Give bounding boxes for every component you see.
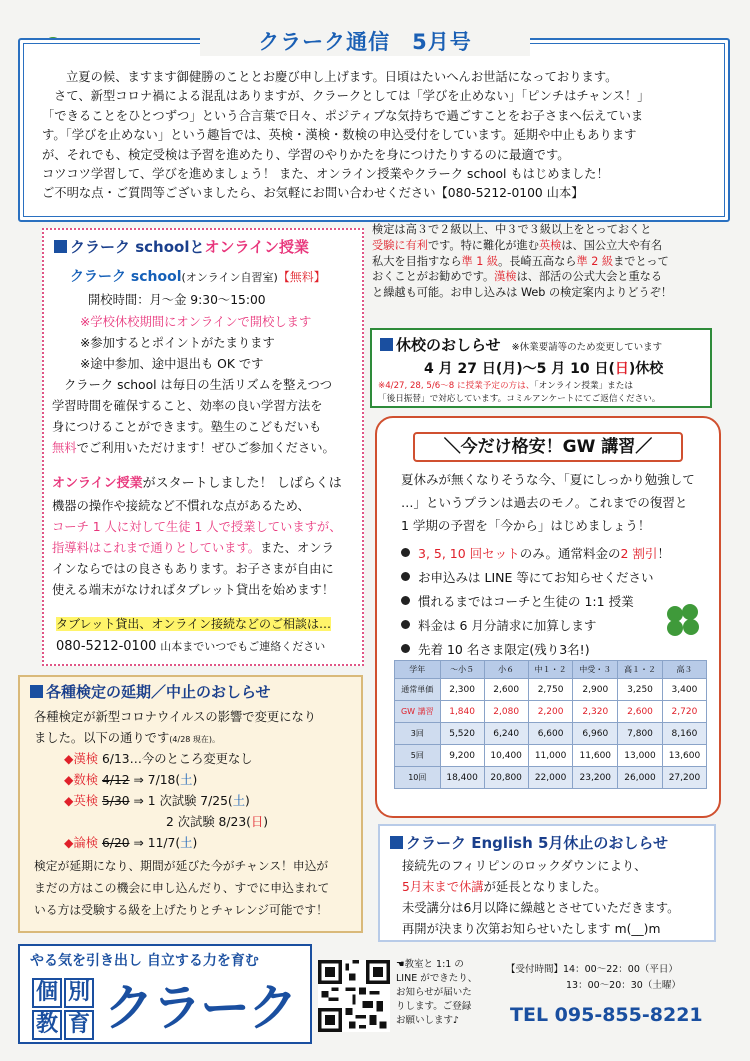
square-bullet-icon bbox=[380, 338, 393, 351]
delay-date-note: (4/28 現在)。 bbox=[169, 735, 221, 744]
square-bullet-icon bbox=[390, 836, 403, 849]
exam-line bbox=[372, 254, 712, 270]
price-cell: 2,300 bbox=[440, 679, 484, 701]
sunday: 日 bbox=[250, 815, 264, 829]
ronken-old-date: 6/20 bbox=[101, 836, 130, 850]
eiken-row bbox=[64, 791, 250, 812]
line-note-text: お知らせが届いた bbox=[396, 987, 472, 998]
line-note-text: お願いします♪ bbox=[396, 1015, 460, 1026]
exam-line: 検定は高３で２級以上、中３で３級以上をとっておくと bbox=[372, 223, 652, 236]
price-cell: 13,000 bbox=[618, 745, 663, 767]
hours-weekday: 14：00～22：00（平日） bbox=[563, 964, 678, 975]
price-col-header: 中受・３ bbox=[573, 661, 618, 679]
tablet-contact-text: 山本までいつでもご連絡ください bbox=[160, 640, 326, 653]
price-cell: 9,200 bbox=[440, 745, 484, 767]
school-sub-b: (オンライン自習室) bbox=[181, 271, 278, 284]
online-fee: 指導料はこれまで通りとしています。 bbox=[52, 541, 261, 555]
closure-note bbox=[378, 380, 633, 393]
price-cell: 1,840 bbox=[440, 701, 484, 723]
ronken-label: ◆論検 bbox=[64, 836, 99, 850]
phone-number[interactable]: TEL 095-855-8221 bbox=[510, 1004, 703, 1026]
english-title bbox=[390, 832, 668, 854]
price-row bbox=[395, 723, 707, 745]
price-row-label: 通常単価 bbox=[395, 679, 441, 701]
suken-row bbox=[64, 770, 197, 791]
school-title-c: オンライン授業 bbox=[204, 238, 310, 256]
price-cell: 2,200 bbox=[528, 701, 573, 723]
line-note-text: りします。ご登録 bbox=[396, 1001, 472, 1012]
price-cell: 2,600 bbox=[618, 701, 663, 723]
english-text: 接続先のフィリピンのロックダウンにより、 bbox=[402, 859, 647, 873]
price-row-label: 10回 bbox=[395, 767, 441, 789]
school-hours: 開校時間：月～金 9:30～15:00 bbox=[88, 293, 266, 307]
price-cell: 2,720 bbox=[662, 701, 706, 723]
gw-text: のみ。通常料金の bbox=[519, 546, 621, 561]
exam-advantage: 受験に有利 bbox=[372, 238, 428, 252]
price-row bbox=[395, 701, 707, 723]
english-text-tail: が延長となりました。 bbox=[483, 880, 607, 894]
price-cell: 27,200 bbox=[662, 767, 706, 789]
free-text: 無料 bbox=[52, 441, 77, 455]
gw-text: 1 学期の予習を「今から」はじめましょう！ bbox=[401, 518, 651, 533]
english-text: 再開が決まり次第お知らせいたします m(__)m bbox=[402, 922, 661, 936]
intro-line: す。「学びを止めない」という趣旨では、英検・漢検・数検の申込受付をしています。延期や中止もあります bbox=[42, 128, 637, 143]
gw-bullet bbox=[401, 592, 634, 613]
logo-char: 個 bbox=[32, 978, 62, 1008]
price-cell: 6,600 bbox=[528, 723, 573, 745]
price-col-header: ～小５ bbox=[440, 661, 484, 679]
english-section bbox=[378, 824, 716, 942]
suken-old-date: 4/12 bbox=[101, 773, 130, 787]
bullet-icon bbox=[401, 596, 410, 605]
online-text: 使える端末がなければタブレット貸出を始めます！ bbox=[52, 583, 335, 597]
price-cell: 2,320 bbox=[573, 701, 618, 723]
exam-text: おくことがお勧めです。 bbox=[372, 270, 495, 284]
kanken-label: 漢検 bbox=[494, 270, 517, 284]
eiken-row-2 bbox=[166, 812, 268, 833]
school-title-b: と bbox=[189, 238, 205, 256]
gw-text: ！ bbox=[657, 546, 670, 561]
exam-delay-section bbox=[18, 675, 363, 933]
tablet-contact bbox=[56, 636, 325, 658]
price-cell: 13,600 bbox=[662, 745, 706, 767]
exam-info bbox=[372, 222, 712, 316]
school-subtitle bbox=[70, 266, 326, 286]
logo-char: 教 bbox=[32, 1010, 62, 1040]
online-text-tail: がスタートしました！ しばらくは bbox=[142, 476, 342, 491]
english-title-text: クラーク English 5月休止のおしらせ bbox=[406, 834, 668, 852]
paren: ) bbox=[192, 773, 198, 787]
online-text-tail: また、オンラ bbox=[260, 541, 334, 555]
eiken-old-date: 5/30 bbox=[101, 794, 130, 808]
intro-line: さて、新型コロナ禍による混乱はありますが、クラークとしては「学びを止めない」「ピンチはチャンス！」 bbox=[54, 89, 650, 104]
price-cell: 18,400 bbox=[440, 767, 484, 789]
gw-text: …」というプランは過去のモノ。これまでの復習と bbox=[401, 495, 688, 510]
exam-text: までとって bbox=[613, 254, 669, 268]
school-note: ※学校休校期間にオンラインで開校します bbox=[80, 315, 312, 329]
delay-title bbox=[30, 681, 271, 703]
price-cell: 8,160 bbox=[662, 723, 706, 745]
bullet-icon bbox=[401, 644, 410, 653]
price-cell: 23,200 bbox=[573, 767, 618, 789]
delay-text: 各種検定が新型コロナウイルスの影響で変更になり bbox=[34, 710, 317, 724]
exam-text: 。長崎五高なら bbox=[498, 254, 577, 268]
kanken-row bbox=[64, 749, 253, 770]
gw-discount: 2 割引 bbox=[620, 546, 658, 561]
line-note-text: LINE ができたり、 bbox=[396, 973, 478, 984]
price-row bbox=[395, 745, 707, 767]
gw-bullet-text: 慣れるまではコーチと生徒の 1:1 授業 bbox=[418, 594, 634, 609]
eiken-label: ◆英検 bbox=[64, 794, 99, 808]
tablet-phone: 080-5212-0100 bbox=[56, 639, 157, 654]
closure-dates-c: )休校 bbox=[628, 361, 664, 377]
price-cell: 20,800 bbox=[484, 767, 528, 789]
square-bullet-icon bbox=[30, 685, 43, 698]
delay-text: まだの方はこの機会に申し込んだり、すでに申込まれて bbox=[34, 881, 330, 895]
reception-hours bbox=[506, 962, 681, 994]
closure-dates-a: 4 月 27 日(月)～5 月 10 日( bbox=[424, 361, 615, 377]
price-cell: 22,000 bbox=[528, 767, 573, 789]
exam-line: と繰越も可能。お申し込みは Web の検定案内よりどうぞ！ bbox=[372, 286, 673, 300]
school-title bbox=[54, 236, 309, 258]
page-title: クラーク通信 5月号 bbox=[200, 28, 530, 56]
price-col-header: 学年 bbox=[395, 661, 441, 679]
online-text: コーチ 1 人に対して生徒 1 人で授業していますが、 bbox=[52, 520, 342, 534]
price-col-header: 高３ bbox=[662, 661, 706, 679]
saturday: 土 bbox=[232, 794, 245, 808]
gw-bullet bbox=[401, 640, 590, 661]
paren: ) bbox=[245, 794, 250, 808]
gw-bullet bbox=[401, 544, 670, 565]
closure-note-red: ※4/27, 28, 5/6～8 に授業予定の方は、 bbox=[378, 381, 535, 391]
square-bullet-icon bbox=[54, 240, 67, 253]
price-cell: 7,800 bbox=[618, 723, 663, 745]
kanken-value: 6/13…今のところ変更なし bbox=[101, 752, 253, 766]
exam-text: は、部活の公式大会と重なる bbox=[516, 270, 663, 284]
price-cell: 3,250 bbox=[618, 679, 663, 701]
closure-section bbox=[370, 328, 712, 408]
qr-code[interactable] bbox=[318, 960, 390, 1032]
bullet-icon bbox=[401, 620, 410, 629]
paren: ) bbox=[192, 836, 198, 850]
school-text bbox=[52, 438, 335, 459]
price-row bbox=[395, 679, 707, 701]
online-label: オンライン授業 bbox=[52, 476, 143, 491]
school-sub-c: 【無料】 bbox=[277, 270, 326, 284]
closure-title-note: ※休業要請等のため変更しています bbox=[511, 342, 663, 353]
closure-note-text: 「オンライン授業」または bbox=[534, 381, 633, 391]
school-note: ※途中参加、途中退出も OK です bbox=[80, 357, 264, 371]
closure-title-text: 休校のおしらせ bbox=[396, 336, 501, 354]
price-col-header: 高１・２ bbox=[618, 661, 663, 679]
english-closed: 5月末まで休講 bbox=[402, 880, 484, 894]
price-row-label: 5回 bbox=[395, 745, 441, 767]
price-cell: 6,960 bbox=[573, 723, 618, 745]
intro-text bbox=[42, 68, 712, 204]
school-sub-a: クラーク school bbox=[70, 269, 182, 285]
price-cell: 2,080 bbox=[484, 701, 528, 723]
paren: ) bbox=[263, 815, 269, 829]
price-cell: 26,000 bbox=[618, 767, 663, 789]
online-text: 機器の操作や接続など不慣れな点があるため、 bbox=[52, 499, 310, 513]
exam-line bbox=[372, 269, 712, 285]
price-col-header: 小６ bbox=[484, 661, 528, 679]
price-cell: 11,600 bbox=[573, 745, 618, 767]
price-cell: 2,750 bbox=[528, 679, 573, 701]
gw-set: 3, 5, 10 回セット bbox=[418, 546, 520, 561]
slogan: やる気を引き出し 自立する力を育む bbox=[30, 953, 259, 969]
english-text: 未受講分は6月以降に繰越とさせていただきます。 bbox=[402, 901, 680, 915]
logo-char: 別 bbox=[64, 978, 94, 1008]
delay-text-a: ました。以下の通りです bbox=[34, 731, 170, 745]
gw-title: ＼今だけ格安！GW 講習／ bbox=[413, 432, 683, 462]
delay-text: いる方は受験する級を上げたりとチャレンジ可能です！ bbox=[34, 903, 328, 917]
gw-section bbox=[375, 416, 721, 818]
exam-text: です。特に難化が進む bbox=[427, 238, 539, 252]
exam-text: 私大を目指すなら bbox=[372, 254, 462, 268]
suken-new: ⇒ 7/18( bbox=[133, 773, 181, 787]
price-table-header bbox=[395, 661, 707, 679]
delay-text: 検定が延期になり、期間が延びた今がチャンス！申込が bbox=[34, 859, 329, 873]
intro-line: 立夏の候、ますます御健勝のこととお慶び申し上げます。日頃はたいへんお世話になっております。 bbox=[66, 70, 618, 84]
intro-line: 「できることをひとつずつ」という合言葉で日々、ポジティブな気持ちで過ごすことをお子さまへ伝えていま bbox=[42, 108, 644, 123]
school-title-a: クラーク school bbox=[70, 238, 190, 256]
price-cell: 10,400 bbox=[484, 745, 528, 767]
kanken-label: ◆漢検 bbox=[64, 752, 99, 766]
gw-bullet-text: 料金は 6 月分請求に加算します bbox=[418, 618, 597, 633]
price-cell: 11,000 bbox=[528, 745, 573, 767]
price-cell: 2,600 bbox=[484, 679, 528, 701]
closure-sunday: 日 bbox=[614, 361, 629, 377]
price-row-label: 3回 bbox=[395, 723, 441, 745]
line-note-text: ☚教室と 1:1 の bbox=[396, 959, 464, 970]
price-cell: 3,400 bbox=[662, 679, 706, 701]
hours-saturday: 13：00～20：30（土曜） bbox=[566, 980, 681, 991]
tablet-note-text: タブレット貸出、オンライン接続などのご相談は… bbox=[56, 617, 332, 631]
delay-text bbox=[34, 728, 220, 751]
clover-icon bbox=[661, 598, 707, 646]
gw-bullet bbox=[401, 616, 596, 637]
tablet-note bbox=[56, 614, 331, 635]
online-text: インならではの良さもあります。お子さまが自由に bbox=[52, 562, 334, 576]
price-cell: 2,900 bbox=[573, 679, 618, 701]
delay-title-text: 各種検定の延期／中止のおしらせ bbox=[46, 683, 271, 701]
english-text bbox=[402, 877, 607, 898]
price-col-header: 中１・２ bbox=[528, 661, 573, 679]
school-text: 学習時間を確保すること、効率の良い学習方法を bbox=[52, 399, 323, 413]
closure-dates bbox=[424, 358, 663, 378]
exam-line bbox=[372, 238, 712, 254]
logo-char: 育 bbox=[64, 1010, 94, 1040]
price-table bbox=[394, 660, 707, 789]
saturday: 土 bbox=[180, 836, 193, 850]
eiken-label: 英検 bbox=[538, 238, 562, 252]
brand-logo: クラーク bbox=[104, 979, 296, 1037]
ronken-row bbox=[64, 833, 197, 854]
footer-logo-box bbox=[18, 944, 312, 1044]
intro-line: が、それでも、検定受検は予習を進めたり、学習のやりかたを身につけたりするのに最適です。 bbox=[42, 147, 570, 162]
line-note bbox=[396, 958, 477, 1028]
exam-grade: 準 2 級 bbox=[576, 254, 614, 268]
price-row-label: GW 講習 bbox=[395, 701, 441, 723]
school-text: 身につけることができます。塾生のこどもだいも bbox=[52, 420, 322, 434]
school-text-tail: でご利用いただけます！ぜひご参加ください。 bbox=[76, 441, 335, 455]
intro-line: コツコツ学習して、学びを進めましょう！ また、オンライン授業やクラーク school もはじめました！ bbox=[42, 167, 609, 182]
suken-label: ◆数検 bbox=[64, 773, 99, 787]
price-cell: 5,520 bbox=[440, 723, 484, 745]
school-note: ※参加するとポイントがたまります bbox=[80, 336, 275, 350]
eiken-new: ⇒ 1 次試験 7/25( bbox=[133, 794, 233, 808]
ronken-new: ⇒ 11/7( bbox=[133, 836, 181, 850]
bullet-icon bbox=[401, 572, 410, 581]
gw-bullet-text: お申込みは LINE 等にてお知らせください bbox=[418, 570, 654, 585]
closure-note: 「後日振替」で対応しています。コミルアンケートにてご返信ください。 bbox=[378, 394, 661, 404]
bullet-icon bbox=[401, 548, 410, 557]
school-section bbox=[42, 228, 364, 666]
online-text bbox=[52, 538, 334, 559]
gw-bullet bbox=[401, 568, 653, 589]
online-text bbox=[52, 474, 342, 495]
school-text: クラーク school は毎日の生活リズムを整えつつ bbox=[64, 378, 333, 392]
intro-line: ご不明な点・ご質問等ございましたら、お気軽にお問い合わせください【080-5212-0100 山本】 bbox=[42, 186, 584, 201]
eiken-2nd: 2 次試験 8/23( bbox=[166, 815, 251, 829]
hours-label: 【受付時間】 bbox=[506, 964, 564, 975]
price-row bbox=[395, 767, 707, 789]
exam-grade: 準 1 級 bbox=[461, 254, 499, 268]
closure-title bbox=[380, 334, 662, 356]
gw-text: 夏休みが無くなりそうな今、「夏にしっかり勉強して bbox=[401, 472, 695, 487]
gw-bullet-text: 先着 10 名さま限定(残り3名!) bbox=[418, 642, 590, 657]
saturday: 土 bbox=[180, 773, 193, 787]
price-cell: 6,240 bbox=[484, 723, 528, 745]
exam-text: は、国公立大や有名 bbox=[561, 238, 663, 252]
